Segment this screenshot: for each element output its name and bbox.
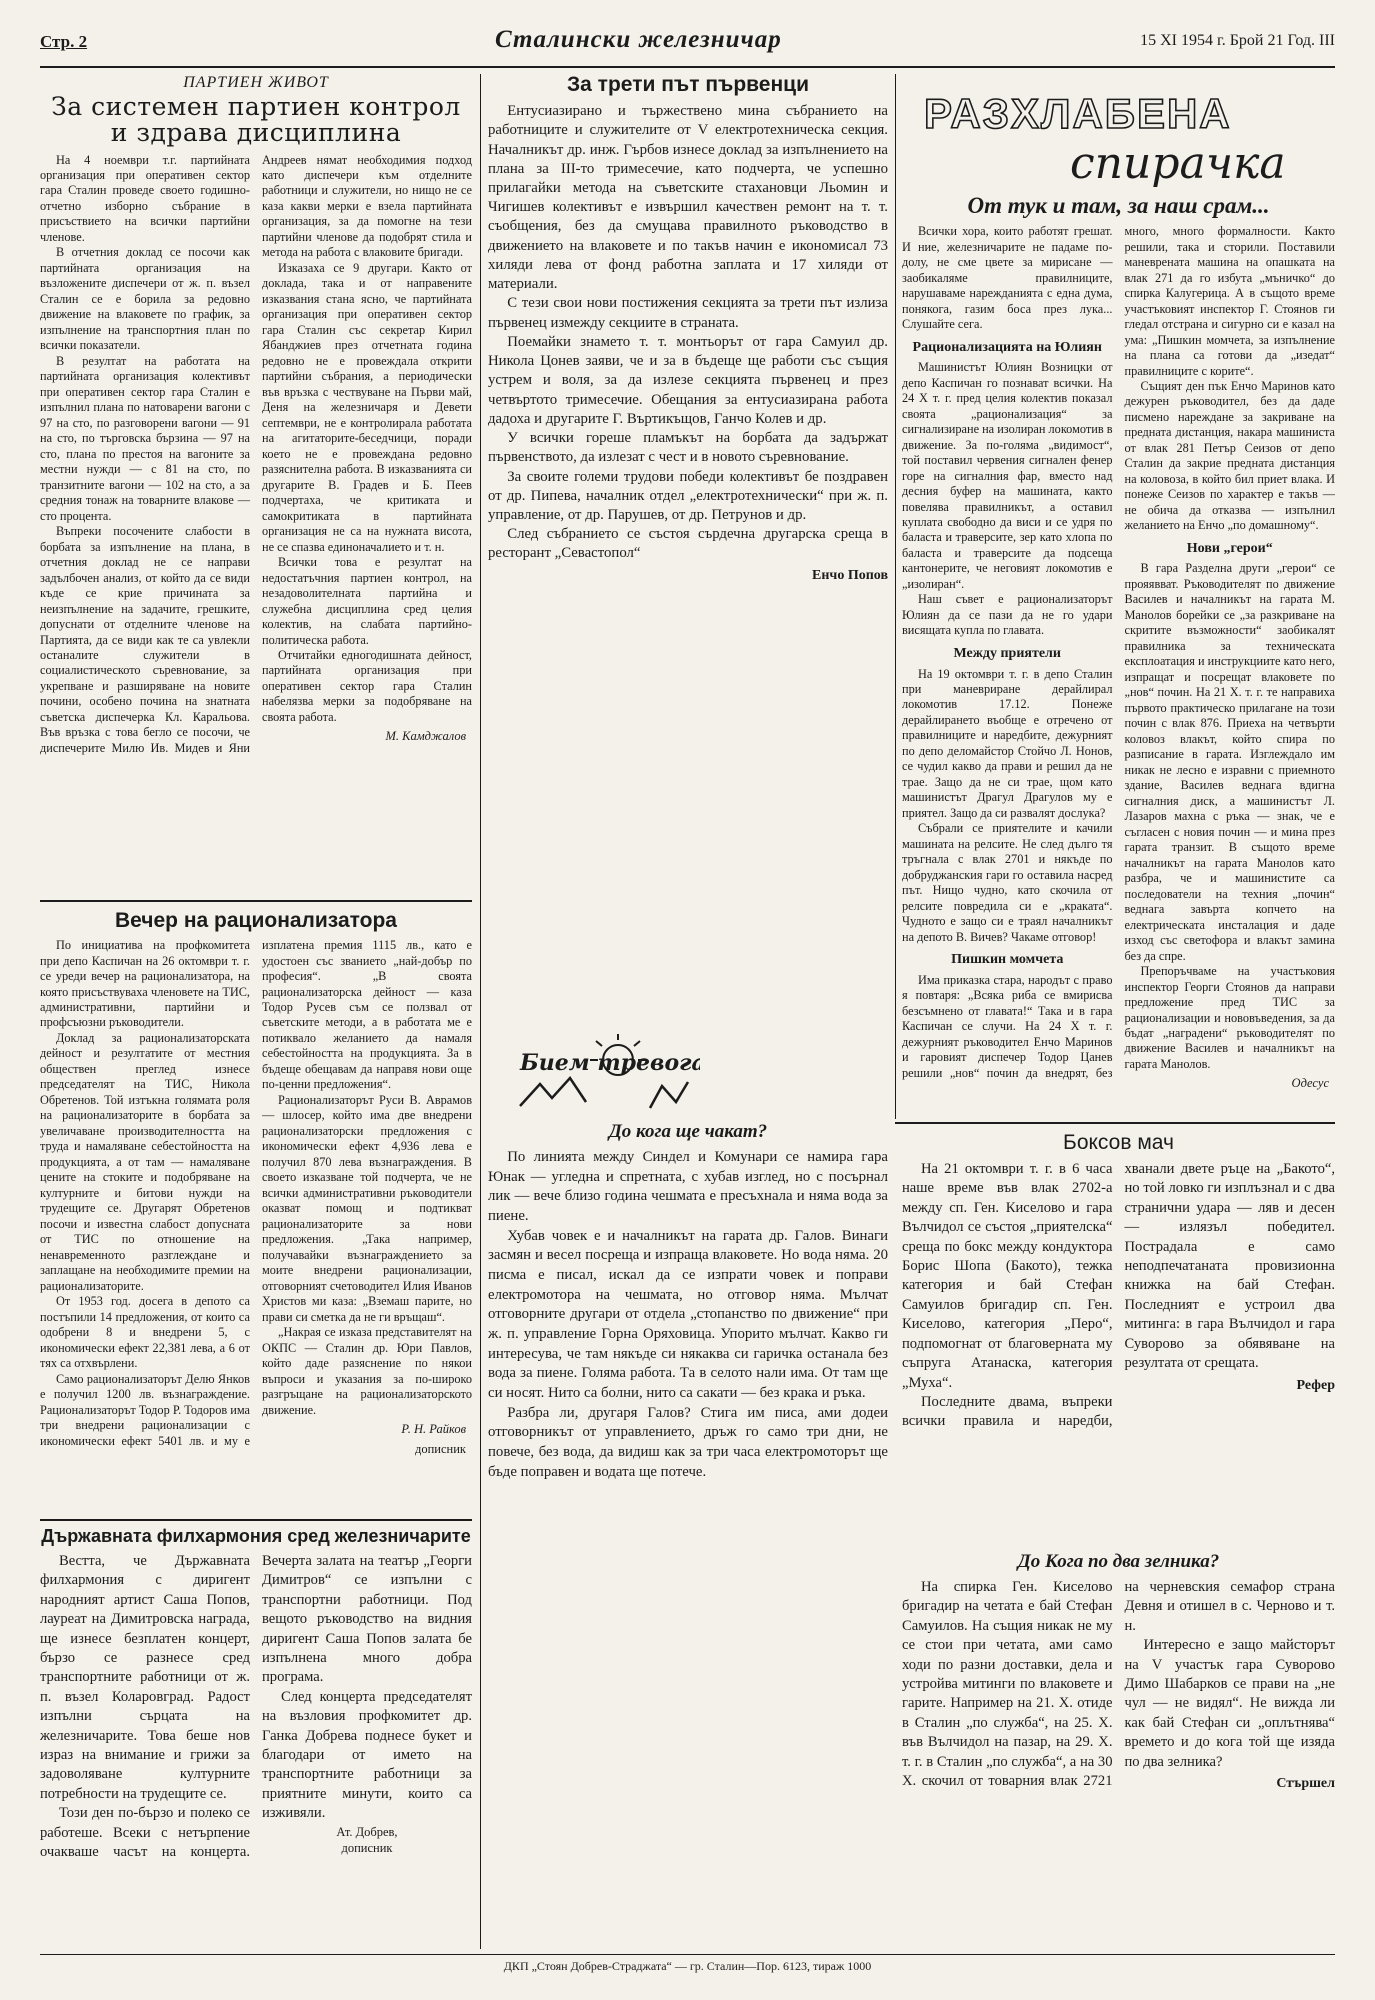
divider xyxy=(895,1122,1335,1124)
philharmonic-paragraph: Този ден по-бързо и полеко се работеше. Всеки с нетърпение очакваше часът на концерта. Вечерта залата на театър „Георги Димитров“ се изпълни с транспортни работници. Под вещото ръководство на видния диригент Саша Попов залата бе изпълнена много добра програма. xyxy=(40,1552,472,1860)
alarm-logo xyxy=(500,1032,700,1116)
party-paragraph: На 4 ноември т.г. партийната организация при оперативен сектор гара Сталин проведе своето годишно-отчетно изборно събрание в присъствието на всички партийни членове. xyxy=(40,152,250,244)
cabbage-paragraph: Интересно е защо майсторът на V участък гара Суворово Димо Шабарков се прави на „не чул — не видял“. Не вижда ли как бай Стефан си „оплътнява“ времето и до кога той ще изяда по два зелника? xyxy=(1124,1637,1335,1770)
party-paragraph: Отчитайки едногодишната дейност, партийната организация при оперативен сектор гара Сталин набелязва мерки за подобряване на своята работа. xyxy=(262,648,472,724)
philharmonic-article xyxy=(40,1527,472,1947)
feature-intro: Всички хора, които работят грешат. И ние, железничарите не падаме по-долу, не сме цвете за мирисане — зaобикаляме правилниците, нарушаваме нарежданията с една дума, понякога, газим боса през лука... Слушайте сега. xyxy=(902,224,1113,332)
alarm-logo-drawing xyxy=(500,1032,700,1116)
third-paragraph: След събранието се състоя сърдечна другарска среща в ресторант „Севастопол“ xyxy=(488,526,888,562)
party-paragraph: Въпреки посочените слабости в борбата за изпълнение на плана, в отчетния доклад не се направи задълбочен анализ, от който да се види къде се крие причината за неизпълнение на задачите, грешките, допуснати от отделните членове на Партията, да се види как те са увлекли останалите служители в социалистическото съревнование, за укрепване и разширяване на новите почини, особено почина на знатната съветска диспечерка Кл. Каральова. Във връзка с това бегло се посочи, че диспечерите Милю Ив. Мидев и Яни Андреев нямат необходимия подход като диспечери към отделните работници и служители, но нищо не се каза какви мерки е взела партийната организация, за да помогне на тези партийни членове да подобрят стила и метода на работа с влаковите бригади. xyxy=(40,152,472,755)
cabbage-paragraph: На спирка Ген. Киселово бригадир на четата е бай Стефан Самуилов. На същия никак не му се стои при четата, ами само ходи по разни доставки, дела и устройва митинги по влаковете и гарите. Например на 21. Х. отиде в Сталин „по служба“, на 25. X. във Вълчидол на пазар, на 29. Х. т. г. в Сталин „по служба“, а на 30 Х. скочил от товарния влак 2721 на черневския семафор страна Девня и отишел в с. Черново и т. н. xyxy=(902,1578,1335,1789)
feature-s3-title: Пишкин момчета xyxy=(951,952,1064,968)
rationalizer-paragraph: Само рационализаторът Делю Янков е получил 1200 лв. възнаграждение. Рационализаторът Тодор Р. Тодоров има три внедрени рационализации с икономически ефект 5401 лв. и му е изплатена премия 1115 лв., като е удостоен със званието „най-добър по професия“. „В своята рационализаторска дейност — каза Тодор Русев съм се ползвал от съветските методи, а в работата ме е потиквало желанието да намаля себестойността на продукцията. За в бъдеще обещавам да направя нови още по-ценни предложения“. xyxy=(40,938,472,1448)
boxing-body xyxy=(902,1160,1335,1432)
cabbage-body xyxy=(902,1578,1335,1794)
third-body xyxy=(488,102,888,585)
feature-article xyxy=(902,194,1335,1119)
party-kicker: ПАРТИЕН ЖИВОТ xyxy=(183,74,329,91)
philharmonic-body xyxy=(40,1552,472,1863)
rationalizer-article xyxy=(40,910,472,1515)
rationalizer-paragraph: „Накрая се изказа представителят на ОКПС — Сталин др. Юри Павлов, който даде разяснение по някои въпроси и указания за по-широко разгръщане на рационализаторското движение. xyxy=(262,1325,472,1417)
rationalizer-headline: Вечер на рационализатора xyxy=(114,910,397,932)
boxing-headline: Боксов мач xyxy=(1063,1132,1174,1154)
philharmonic-signature: Ат. Добрев, xyxy=(336,1824,398,1839)
rationalizer-paragraph: От 1953 год. досега в депото са постъпили 14 предложения, от които са одобрени 8 и внедрени 5, с икономически ефект 22,381 лева, а 6 от тях са отхвърлени. xyxy=(40,1294,250,1371)
divider xyxy=(40,900,472,902)
third-paragraph: За своите големи трудови победи колективът бе поздравен от др. Пипева, началник отдел „електротехнически“ при ж. п. управление, от др. Парушев, от др. Петрунов и др. xyxy=(488,468,888,523)
rationalizer-body xyxy=(40,938,472,1458)
issue-date: 15 XI 1954 г. Брой 21 Год. III xyxy=(1140,32,1335,49)
feature-s4-signature: Одесус xyxy=(1291,1076,1329,1091)
philharmonic-headline: Държавната филхармония сред железничарите xyxy=(41,1527,471,1546)
feature-logo-drawing xyxy=(900,78,1335,188)
feature-s4-paragraph: В гара Разделна други „герои“ се прояявват. Ръководителят по движение Василев и началникът на гарата М. Манолов борейки се „за разкриване на скритите възможности“ заобикалят правилника за техническата експлоатация и инструкциите като него, изпращат и посрещат влаковете по „нов“ почин. На 21 X. т. г. те направиха първото практическо прилагане на този почин с влак 876. Приеха на четвърти коловоз влакът, който спира по разписание в гарата. Изглеждало им никак не лесно е изравни с приемното здание, Василев веднага вдигна сигналния диск, а машинистът Л. Лазаров махна с ръка — знак, че е съгласен с новия почин — и мина през гарата транзит. В същото време началникът на гарата Манолов като разбра, че и машинистите са последователи на техния „почин“ веднага завърта копчето на електрическата инсталация и даде изход със светофора и влакът замина без да спре. xyxy=(1124,561,1335,963)
feature-logo xyxy=(900,78,1335,188)
third-paragraph: У всички гореше пламъкът на борбата да задържат първенството, да излезат с чест и в новото съревнование. xyxy=(488,430,888,466)
third-paragraph: С тези свои нови постижения секцията за трети път излиза първенец измежду секциите в страната. xyxy=(488,295,888,331)
third-signature: Енчо Попов xyxy=(812,567,888,583)
boxing-article xyxy=(902,1132,1335,1547)
divider xyxy=(40,1519,472,1521)
masthead xyxy=(40,22,1335,68)
cabbage-headline: До Кога по два зелника? xyxy=(1017,1552,1220,1572)
philharmonic-paragraph: Вестта, че Държавната филхармония с диригент народният артист Саша Попов, лауреат на Димитровска награда, ще изнесе безплатен концерт, бързо се разнесе сред транспортните работници от ж. п. възел Коларовград. Радост изпълни сърцата на железничарите. Това беше нов израз на внимание и грижи за задоволяване културните потребности на трудещите се. xyxy=(40,1552,250,1802)
party-body xyxy=(40,153,472,757)
waiting-article xyxy=(488,1122,888,1947)
third-headline: За трети път първенци xyxy=(567,74,809,96)
waiting-paragraph: Хубав човек е и началникът на гарата др. Галов. Винаги засмян и весел посреща и изпраща влаковете. Но вода няма. 20 писма е писал, искал да се изпрати човек и поправи електромотора на чешмата, но отговор няма. Мълчат отговорните другари от отдела „стопанство по движение“ при ж. п. управление Горна Оряховица. Упорито мълчат. Какво ги интересува, че там някъде си някаква си гаричка останала без вода за пиене. Голяма работа. Та в селото нали има. От там ще си носят. Нито са болни, нито са сакати — без крака и ръка. xyxy=(488,1227,888,1401)
column-rule xyxy=(895,74,896,1119)
party-article xyxy=(40,74,472,894)
party-paragraph: В резултат на работата на партийната организация колективът при оперативен сектор гара Сталин е изпълнил плана по натоварени вагони с 97 на сто, по разговорени вагони — 91 на сто, по търговска бързина — 97 на сто, плана по престоя на вагоните за местни нужди — с 81 на сто, по транзитните вагони — 102 на сто, а за средния тонаж на товарните влакове — сто процента. xyxy=(40,353,250,523)
waiting-paragraph: Разбра ли, другаря Галов? Стига им писа, ами додеи отговорникът от управлението, дръж го само три дни, не повече, без вода, да видиш как за три часа електромоторът ще бъде поправен и водата ще потече. xyxy=(488,1404,888,1480)
waiting-paragraph: По линията между Синдел и Комунари се намира гара Юнак — угледна и спретната, с хубав изглед, но с посърнал лик — вече близо година чешмата е пресъхнала и няма вода за пиене. xyxy=(488,1148,888,1224)
waiting-body xyxy=(488,1148,888,1482)
feature-s4-title: Нови „герои“ xyxy=(1186,540,1273,556)
feature-s2-paragraph: На 19 октомври т. г. в депо Сталин при маневриране дерайлирал локомотив 17.12. Понеже дерайлирането въобще е отречено от правилниците и нарeдбите, дежурният по депо деломайстор Стойчо Л. Нонов, се чудил какво да прави и решил да не трае. Защо да не си трае, щом като машинистът Драгул Драгулов му е приятел. Защо да си развалят дослука? xyxy=(902,666,1113,820)
philharmonic-sign-role: дописник xyxy=(341,1841,393,1856)
rationalizer-sign-role: дописник xyxy=(415,1441,466,1456)
feature-headline: От тук и там, за наш срам... xyxy=(967,194,1270,218)
newspaper-name: Сталински железничар xyxy=(495,26,782,53)
column-rule xyxy=(480,74,481,1949)
boxing-paragraph: Последните двама, въпреки всички правила и наредби, хванали двете ръце на „Бакото“, но той ловко ги изплъзнал и с два странични удара — ляв и десен — излязъл победител. Пострадала е само неподпечатаната провизионна книжка на бай Стефан. Последният е устроил два митинга: в гара Вълчидол и гара Суворово за обявяване на резултата от срещата. xyxy=(902,1161,1335,1430)
feature-s2-title: Между приятели xyxy=(953,645,1061,661)
feature-logo-top: РАЗХЛАБЕНА xyxy=(924,90,1232,137)
feature-s2-paragraph: Събрали се приятелите и качили машината на релсите. Не след дълго тя тръгнала с влак 2701 и някъде по добруджанския гари го оставила насред път. Нищо чудно, като скочила от релсите повредила си е „краката“. Чудното е защо си е траял началникът на депото В. Вичев? Чакаме отговор! xyxy=(902,821,1113,944)
boxing-signature: Рефер xyxy=(1296,1377,1335,1393)
feature-s4-paragraph: Препоръчваме на участъковия инспектор Георги Стоянов да направи предложение пред ТИС за рационализации и нововъведения, за да бъдат „наградени“ ръководителят по движение Василев и началникът на гарата Манолов. xyxy=(1124,964,1335,1071)
rationalizer-signature: Р. Н. Райков xyxy=(401,1422,466,1437)
third-paragraph: Ентусиазирано и тържествено мина събранието на работниците и служителите от V електротехническа секция. Началникът др. инж. Гърбов изнесе доклад за изпълнението на плана за III-то тримесечие, като подчерта, че успешно прилагайки метода на съветските стахановци Льомин и Чигишев колективът е извършил качествен ремонт на т. т. съобщения, без да смущава правилното ръководство в движението на влаковете и по такъв начин е икономисал 73 хиляди лева от фонд работна заплата и 17 хиляди от материали. xyxy=(488,103,888,293)
third-paragraph: Поемайки знамето т. т. монтьорът от гара Самуил др. Никола Цонев заяви, че и за в бъдеще ще работи със същия устрем и воля, за да излезе секцията първенец и през четвъртото тримесечие. Обещания за ентусиазирана работа дадоха и другарите Г. Въртикъщов, Ганчо Колев и др. xyxy=(488,333,888,427)
feature-s1-paragraph: Наш съвет е рационализаторът Юлиян да се пази да не го удари висящата купла по главата. xyxy=(902,592,1113,638)
feature-s3-paragraph: Има приказка стара, народът с право я повтаря: „Всяка риба се вмирисва безсъмнено от главата!“ Така и в гара Каспичан се случи. На 24 X т. г. дежурният ръководител Енчо Маринов и гаровият диспечер Тодор Цанев решили „нов“ почин да внедрят, без много, много формалности. Както решили, така и сторили. Поставили маневрената машина на опашката на влак 271 да го избута „мъничко“ до спирка Калугерица. А в същото време участъковият инспектор Г. Стоянов ги гледал отстрана и сигурно си е казал на ума: „Пишкин момчета, за изпълнение на плана са готови да „изедат“ правилниците с корите“. xyxy=(902,224,1335,1080)
party-paragraph: В отчетния доклад се посочи как партийната организация на възложените диспечери от ж. п. възел Сталин се е борила за редовно движение на влаковете по график, за изпълнение на транспортния план по всички показатели. xyxy=(40,245,250,353)
imprint-footer: ДКП „Стоян Добрев-Страджата“ — гр. Сталин—Пор. 6123, тираж 1000 xyxy=(40,1954,1335,1974)
feature-logo-bottom: спирачка xyxy=(1070,138,1286,188)
alarm-logo-text: Бием тревога xyxy=(520,1050,700,1076)
cabbage-signature: Стършел xyxy=(1276,1776,1335,1791)
feature-s3-paragraph: Същият ден пък Енчо Маринов като дежурен ръководител, без да даде писмено нареждане за закриване на предната дистанция, накара машиниста от влак 281 Петър Сеизов от депо Сталин да закрие предната дистанция на коловоза, в който бил приет влака. И понеже Сеизов по характер е такъв — не обича да отказва — изпълнил желанието на Енчо „по домашному“. xyxy=(1124,378,1335,533)
newspaper-page xyxy=(40,22,1335,1982)
feature-s1-paragraph: Машинистът Юлиян Возницки от депо Каспичан го познават всички. На 24 X т. г. пред целия колектив показал своята „рационализация“ за сигнализиране на изолиран локомотив в движение. За по-голяма „видимост“, той поставил червения сигнален фенер горе на сигналния фар, вместо над десния буфер на машината, както повелява правилникът, а оставил куплата свободно да виси и се удря по баласта и траверсите, зер като хлопа по баласта и траверсите да подсеща кантонерите, че неговият локомотив е „изолиран“. xyxy=(902,360,1113,591)
cabbage-article xyxy=(902,1552,1335,1947)
rationalizer-paragraph: Доклад за рационализаторската дейност и резултатите от местния обществен преглед изнесе председателят на ТИС, Никола Обретенов. Той изтъкна голямата роля на рационализаторите в борбата за увеличаване производителността на труда и намаляване себестойността на продукцията, а от там — намаляване цените на стоките и подобряване на културните и битови нужди на трудещите се. Другарят Обретенов посочи и известна слабост допусната от ТИС по отношение на ненавременното разглеждане и заплащане на необходимите премии на рационализаторите. xyxy=(40,1030,250,1293)
feature-body xyxy=(902,224,1335,1092)
rationalizer-paragraph: Рационализаторът Руси В. Аврамов — шлосер, който има две внедрени рационализаторски предложения с икономически ефект 4,936 лева е получил 870 лева възнаграждения. В своето изказване той подчерта, че не всички административни ръководители оказват помощ и подтикват рационализаторите за нови предложения. „Така например, получавайки възнаграждението за моите внедрени рационализации, отговорният счетоводител Илия Иванов Христов ми каза: „Вземаш парите, но прави си сметка да не ги връщаш“. xyxy=(262,1092,472,1324)
party-headline: За системен партиен контрол и здрава дисциплина xyxy=(51,92,461,148)
page-number: Стр. 2 xyxy=(40,32,88,51)
party-signature: М. Камджалов xyxy=(385,729,466,744)
philharmonic-paragraph: След концерта председателят на възловия профкомитет др. Ганка Добрева поднесе букет и благодари от името на транспортните работници за приятните минути, които са изживяли. xyxy=(262,1688,472,1822)
rationalizer-paragraph: По инициатива на профкомитета при депо Каспичан на 26 октомври т. г. се уреди вечер на рационализатора, на която присъствуваха членовете на ТИС, административни, партийни и профсъюзни ръководители. xyxy=(40,938,250,1030)
waiting-headline: До кога ще чакат? xyxy=(608,1122,768,1142)
feature-s1-title: Рационализацията на Юлиян xyxy=(912,339,1102,355)
party-paragraph: Изказаха се 9 другари. Както от доклада, така и от направените изказвания стана ясно, че партийната организация при оперативен сектор гара Сталин със секретар Кирил Ябанджиев през отчетната година редовно не е провеждала открити партийни събрания, а периодически във връзка с чествуване на Първи май, Деня на железничаря и Девети септември, не е контролирала работата на агитаторите-беседчици, поради което не е провеждана редовно разяснителна работа. В изказванията си другарите В. Градев и Б. Пеев подчертаха, че критиката и самокритиката в партийната организация не са на нужната висота, не се спазва единоначалието и т. н. xyxy=(262,260,472,554)
boxing-paragraph: На 21 октомври т. г. в 6 часа наше време във влак 2702-а между сп. Ген. Киселово и гара Вълчидол се състоя „приятелска“ среща по бокс между кондуктора Борис Шопа (Бакото), тежка категория и бай Стефан Самуилов бригадир сп. Ген. Киселово, категория „Перо“, подпомогнат от благоверната му съпруга Атанаска, категория „Муха“. xyxy=(902,1161,1113,1391)
third-article xyxy=(488,74,888,634)
party-paragraph: Всички това е резултат на недостатъчния партиен контрол, на незадоволителната партийна и служебна дисциплина сред целия колектив, на слабата партийно-политическа работа. xyxy=(262,555,472,647)
